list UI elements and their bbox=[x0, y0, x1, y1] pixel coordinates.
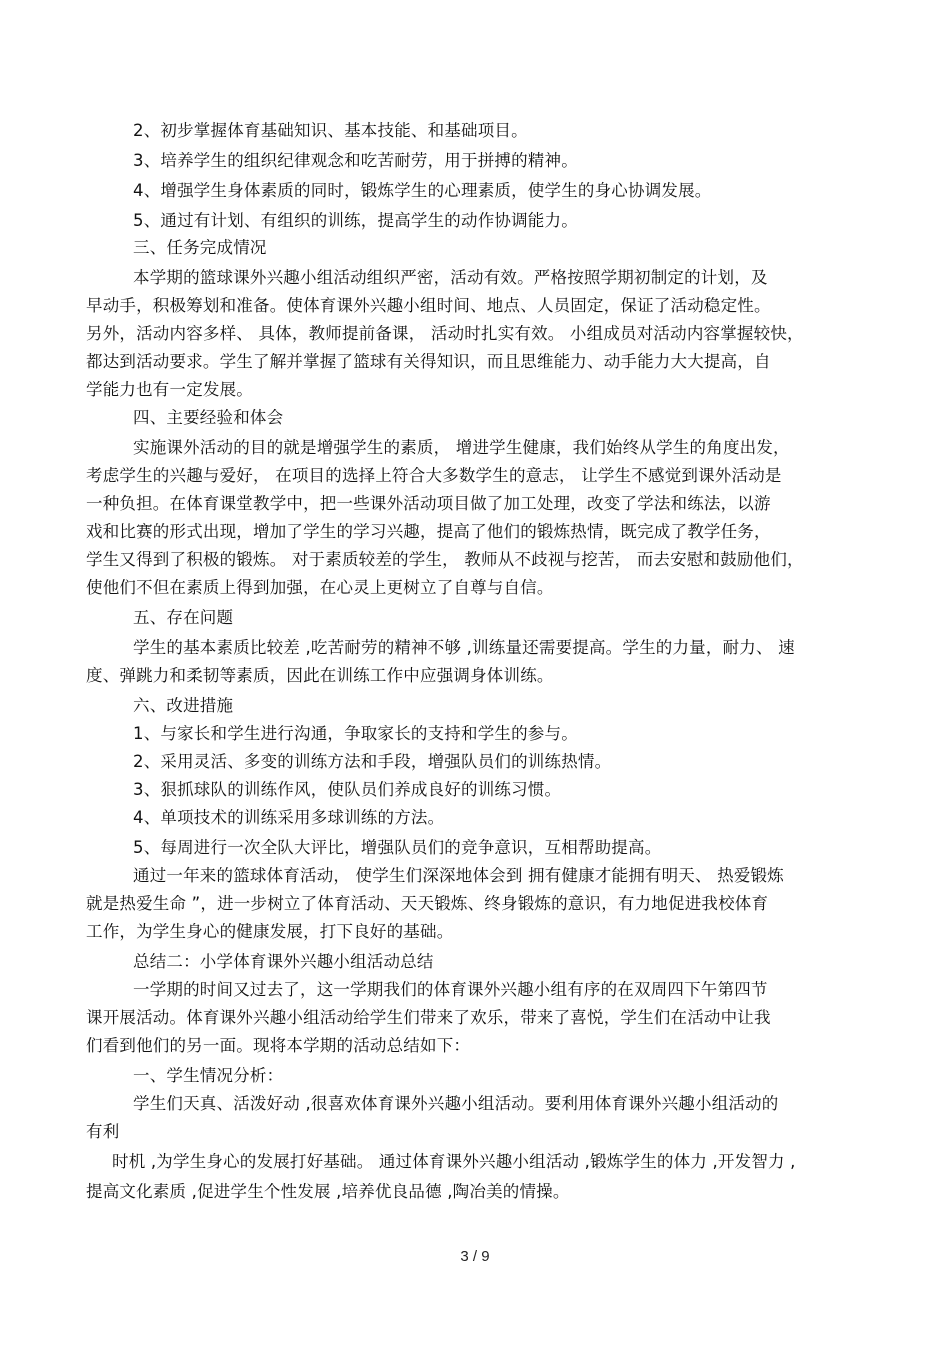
text-line: 一种负担。在体育课堂教学中，把一些课外活动项目做了加工处理，改变了学法和练法，以游 bbox=[86, 494, 771, 513]
text-line: 三、任务完成情况 bbox=[133, 238, 267, 257]
text-line: 课开展活动。体育课外兴趣小组活动给学生们带来了欢乐，带来了喜悦，学生们在活动中让我 bbox=[86, 1008, 771, 1027]
text-line: 3、培养学生的组织纪律观念和吃苦耐劳，用于拼搏的精神。 bbox=[133, 151, 578, 170]
text-line: 度、弹跳力和柔韧等素质，因此在训练工作中应强调身体训练。 bbox=[86, 666, 554, 685]
text-line: 4、单项技术的训练采用多球训练的方法。 bbox=[133, 808, 445, 827]
text-line: 2、初步掌握体育基础知识、基本技能、和基础项目。 bbox=[133, 121, 528, 140]
text-line: 1、与家长和学生进行沟通，争取家长的支持和学生的参与。 bbox=[133, 724, 578, 743]
text-line: 戏和比赛的形式出现，增加了学生的学习兴趣，提高了他们的锻炼热情，既完成了教学任务， bbox=[86, 522, 771, 541]
text-line: 4、增强学生身体素质的同时，锻炼学生的心理素质，使学生的身心协调发展。 bbox=[133, 181, 712, 200]
text-line: 3、狠抓球队的训练作风，使队员们养成良好的训练习惯。 bbox=[133, 780, 562, 799]
text-line: 四、主要经验和体会 bbox=[133, 408, 284, 427]
text-line: 学生们天真、活泼好动 ,很喜欢体育课外兴趣小组活动。要利用体育课外兴趣小组活动的 bbox=[133, 1094, 779, 1113]
text-line: 另外，活动内容多样、 具体，教师提前备课， 活动时扎实有效。 小组成员对活动内容掌握较快， bbox=[86, 324, 804, 343]
text-line: 本学期的篮球课外兴趣小组活动组织严密，活动有效。严格按照学期初制定的计划，及 bbox=[133, 268, 768, 287]
text-line: 5、每周进行一次全队大评比，增强队员们的竞争意识，互相帮助提高。 bbox=[133, 838, 662, 857]
text-line: 学生的基本素质比较差 ,吃苦耐劳的精神不够 ,训练量还需要提高。学生的力量，耐力、 速 bbox=[133, 638, 795, 657]
text-line: 2、采用灵活、多变的训练方法和手段，增强队员们的训练热情。 bbox=[133, 752, 612, 771]
text-line: 一、学生情况分析： bbox=[133, 1066, 284, 1085]
text-line: 都达到活动要求。学生了解并掌握了篮球有关得知识，而且思维能力、动手能力大大提高，自 bbox=[86, 352, 771, 371]
text-line: 考虑学生的兴趣与爱好， 在项目的选择上符合大多数学生的意志， 让学生不感觉到课外活动是 bbox=[86, 466, 782, 485]
text-line: 总结二：小学体育课外兴趣小组活动总结 bbox=[133, 952, 434, 971]
text-line: 学生又得到了积极的锻炼。 对于素质较差的学生， 教师从不歧视与挖苦， 而去安慰和鼓励他们， bbox=[86, 550, 804, 569]
text-line: 提高文化素质 ,促进学生个性发展 ,培养优良品德 ,陶冶美的情操。 bbox=[86, 1182, 570, 1201]
text-line: 有利 bbox=[86, 1122, 120, 1141]
text-line: 时机 ,为学生身心的发展打好基础。 通过体育课外兴趣小组活动 ,锻炼学生的体力 ,开发智力 , bbox=[112, 1152, 796, 1171]
page-number: 3 / 9 bbox=[460, 1248, 490, 1265]
text-line: 5、通过有计划、有组织的训练，提高学生的动作协调能力。 bbox=[133, 211, 578, 230]
text-line: 早动手，积极筹划和准备。使体育课外兴趣小组时间、地点、人员固定，保证了活动稳定性。 bbox=[86, 296, 771, 315]
text-line: 使他们不但在素质上得到加强，在心灵上更树立了自尊与自信。 bbox=[86, 578, 554, 597]
text-line: 五、存在问题 bbox=[133, 608, 234, 627]
text-line: 实施课外活动的目的就是增强学生的素质， 增进学生健康，我们始终从学生的角度出发， bbox=[133, 438, 790, 457]
text-line: 们看到他们的另一面。现将本学期的活动总结如下： bbox=[86, 1036, 471, 1055]
text-line: 工作，为学生身心的健康发展，打下良好的基础。 bbox=[86, 922, 454, 941]
text-line: 学能力也有一定发展。 bbox=[86, 380, 253, 399]
text-line: 一学期的时间又过去了，这一学期我们的体育课外兴趣小组有序的在双周四下午第四节 bbox=[133, 980, 768, 999]
text-line: 六、改进措施 bbox=[133, 696, 234, 715]
text-line: 就是热爱生命 ”，进一步树立了体育活动、天天锻炼、终身锻炼的意识，有力地促进我校体育 bbox=[86, 894, 769, 913]
text-line: 通过一年来的篮球体育活动， 使学生们深深地体会到 拥有健康才能拥有明天、 热爱锻炼 bbox=[133, 866, 784, 885]
